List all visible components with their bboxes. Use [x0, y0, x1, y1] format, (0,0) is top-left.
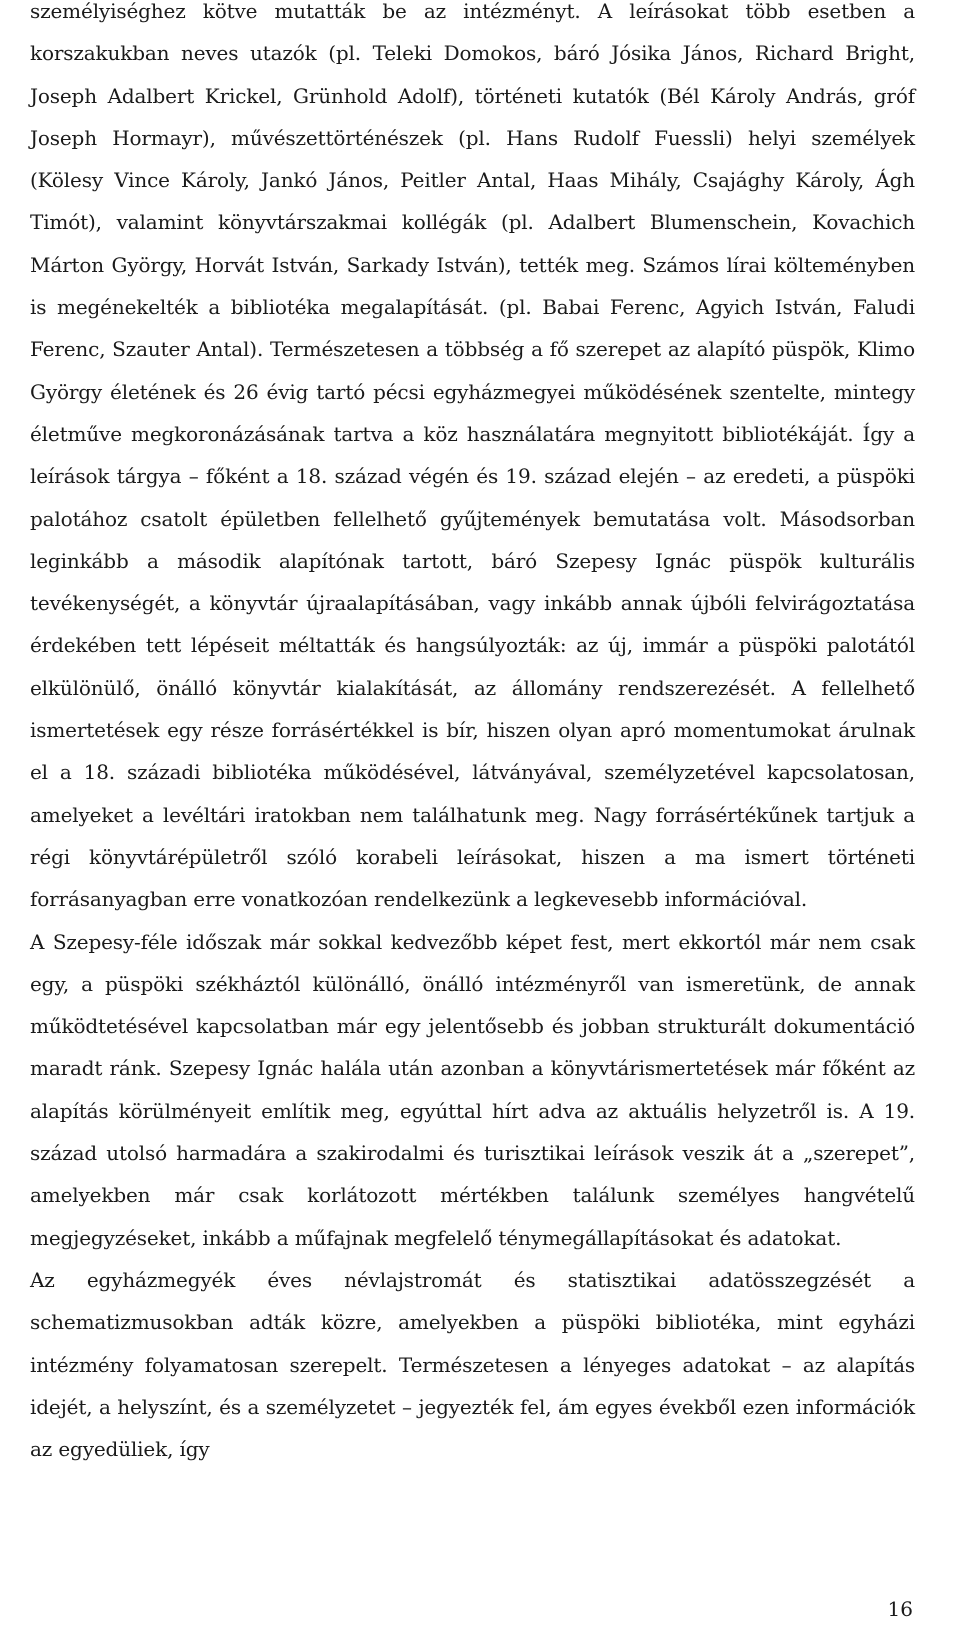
document-page — [30, 0, 915, 1470]
page-number: 16 — [887, 1597, 913, 1621]
paragraph-2: A Szepesy-féle időszak már sokkal kedvezőbb képet fest, mert ekkortól már nem csak egy, a püspöki székháztól különálló, önálló intézményről van ismeretünk, de annak működtetésével kapcsolatban már egy jelentősebb és jobban strukturált dokumentáció maradt ránk. Szepesy Ignác halála után azonban a könyvtárismertetések már főként az alapítás körülményeit említik meg, egyúttal hírt adva az aktuális helyzetről is. A 19. század utolsó harmadára a szakirodalmi és turisztikai leírások veszik át a „szerepet”, amelyekben már csak korlátozott mértékben találunk személyes hangvételű megjegyzéseket, inkább a műfajnak megfelelő ténymegállapításokat és adatokat. — [30, 929, 915, 1250]
paragraph-1: személyiséghez kötve mutatták be az intézményt. A leírásokat több esetben a korszakukban neves utazók (pl. Teleki Domokos, báró Jósika János, Richard Bright, Joseph Adalbert Krickel, Grünhold Adolf), történeti kutatók (Bél Károly András, gróf Joseph Hormayr), művészettörténészek (pl. Hans Rudolf Fuessli) helyi személyek (Kölesy Vince Károly, Jankó János, Peitler Antal, Haas Mihály, Csajághy Károly, Ágh Timót), valamint könyvtárszakmai kollégák (pl. Adalbert Blumenschein, Kovachich Márton György, Horvát István, Sarkady István), tették meg. Számos lírai költeményben is megénekelték a bibliotéka megalapítását. (pl. Babai Ferenc, Agyich István, Faludi Ferenc, Szauter Antal). Természetesen a többség a fő szerepet az alapító püspök, Klimo György életének és 26 évig tartó pécsi egyházmegyei működésének szentelte, mintegy életműve megkoronázásának tartva a köz használatára megnyitott bibliotékáját. Így a leírások tárgya – főként a 18. század végén és 19. század elején – az eredeti, a püspöki palotához csatolt épületben fellelhető gyűjtemények bemutatása volt. Másodsorban leginkább a második alapítónak tartott, báró Szepesy Ignác püspök kulturális tevékenységét, a könyvtár újraalapításában, vagy inkább annak újbóli felvirágoztatása érdekében tett lépéseit méltatták és hangsúlyozták: az új, immár a püspöki palotától elkülönülő, önálló könyvtár kialakítását, az állomány rendszerezését. A fellelhető ismertetések egy része forrásértékkel is bír, hiszen olyan apró momentumokat árulnak el a 18. századi bibliotéka működésével, látványával, személyzetével kapcsolatosan, amelyeket a levéltári iratokban nem találhatunk meg. Nagy forrásértékűnek tartjuk a régi könyvtárépületről szóló korabeli leírásokat, hiszen a ma ismert történeti forrásanyagban erre vonatkozóan rendelkezünk a legkevesebb információval. — [30, 0, 915, 912]
paragraph-3: Az egyházmegyék éves névlajstromát és statisztikai adatösszegzését a schematizmusokban adták közre, amelyekben a püspöki bibliotéka, mint egyházi intézmény folyamatosan szerepelt. Természetesen a lényeges adatokat – az alapítás idejét, a helyszínt, és a személyzetet – jegyezték fel, ám egyes évekből ezen információk az egyedüliek, így — [30, 1267, 915, 1462]
